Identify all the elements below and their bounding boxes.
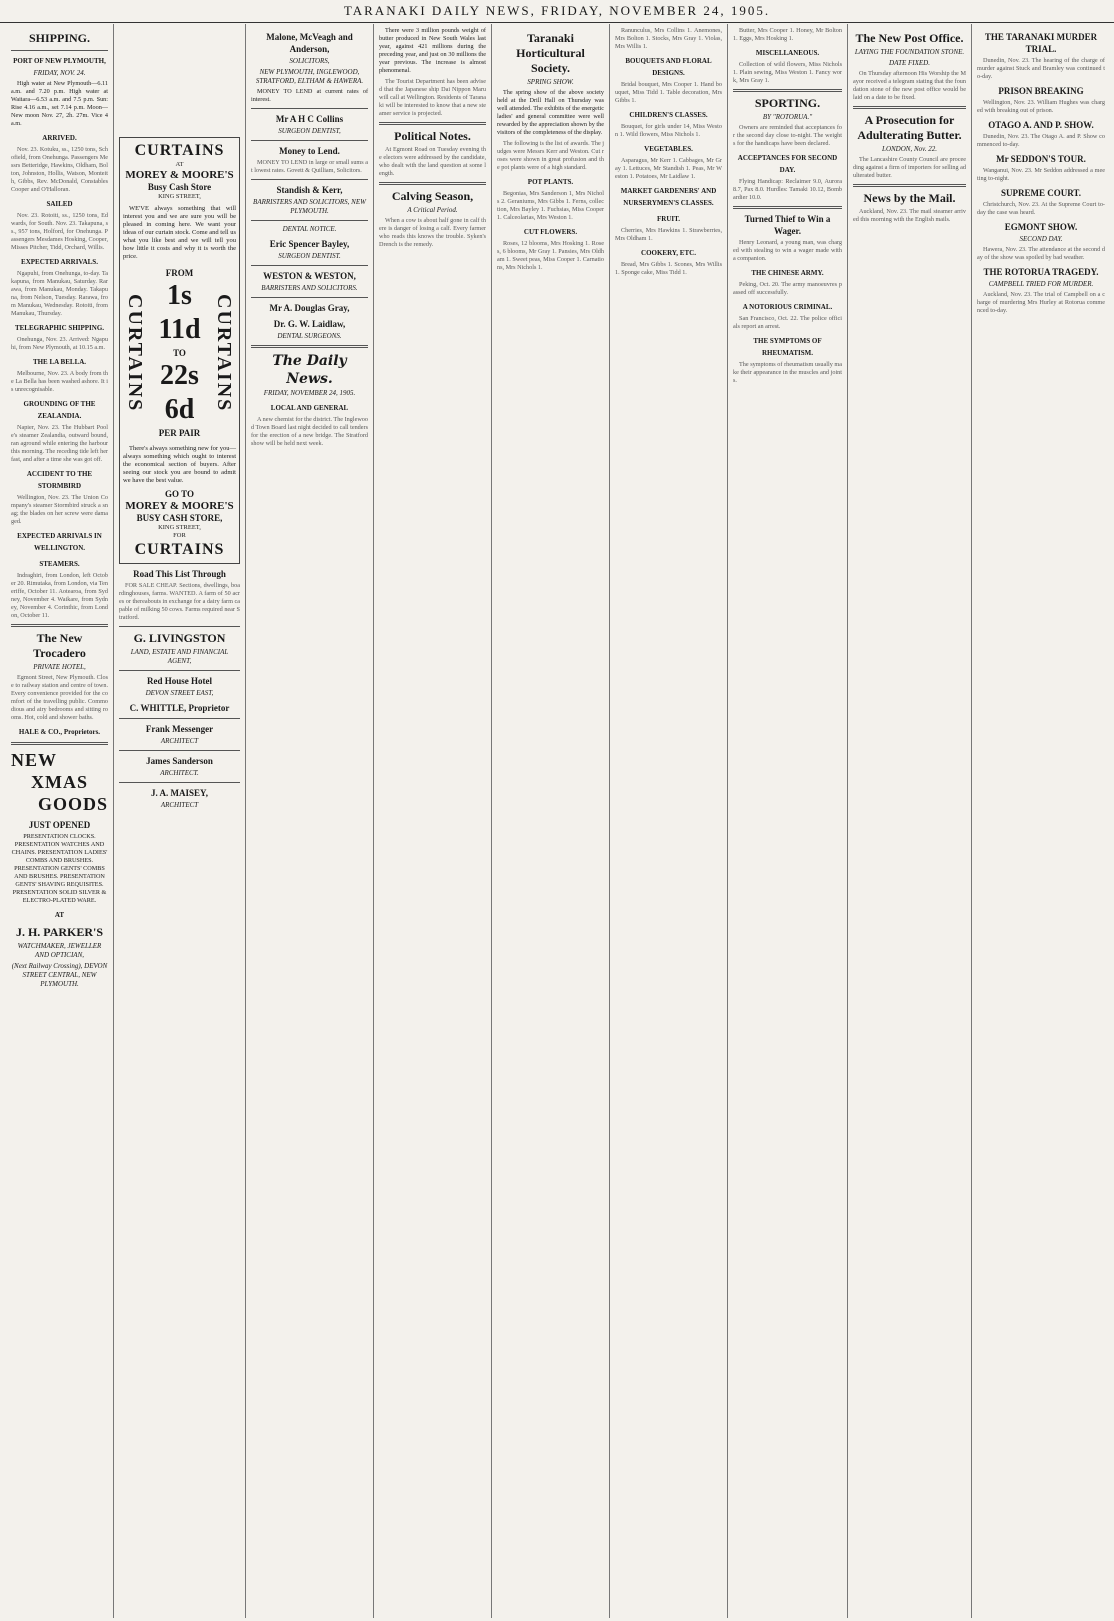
mail-text: Auckland, Nov. 23. The mail steamer arrived this morning with the English mails. (853, 208, 966, 223)
maisey-name: J. A. MAISEY, (151, 788, 208, 798)
price-center (147, 267, 212, 439)
mail-heading: News by the Mail. (863, 191, 956, 205)
rule (853, 106, 966, 109)
sailed-heading: SAILED (46, 200, 73, 208)
pot-plants-heading: POT PLANTS. (527, 178, 574, 186)
vegetables-text: Asparagus, Mr Kerr 1. Cabbages, Mr Gray 1. Lettuces, Mr Standish 1. Peas, Mr Weston 1. Potatoes, Mr Laidlaw 1. (615, 157, 722, 180)
prison-heading: PRISON BREAKING (998, 86, 1084, 96)
curtains-title-2: CURTAINS (134, 541, 225, 558)
sporting-text: Owners are reminded that acceptances for the second day close to-night. The weights for the handicaps have been declared. (733, 124, 842, 147)
butter-paragraph: There were 3 million pounds weight of butter produced in New South Wales last year, against 421 millions during the preceding year, and just on 30 millions the year previous. The increase is almost phenomenal. (379, 27, 486, 74)
rule (11, 742, 108, 745)
column-7-intro: Butter, Mrs Cooper 1. Honey, Mr Bolton 1. Eggs, Mrs Hosking 1. (733, 27, 842, 42)
vegetables-heading: VEGETABLES. (644, 145, 693, 153)
column-9 (972, 24, 1110, 1618)
prosecution-heading: A Prosecution for Adulterating Butter. (857, 113, 962, 142)
sanderson-title: ARCHITECT. (160, 769, 199, 777)
rule (11, 50, 108, 51)
curtains-title: CURTAINS (134, 142, 225, 159)
rheumatism-text: The symptoms of rheumatism usually make their appearance in the muscles and joints. (733, 361, 842, 384)
column-4-text: The Tourist Department has been advised that the Japanese ship Dai Nippon Maru will call at Wellington. Residents of Taranaki will be interested to know that a new steamer service is projected. (379, 78, 486, 117)
otago-heading: OTAGO A. AND P. SHOW. (988, 120, 1094, 130)
sporting-byline: BY "ROTORUA." (762, 113, 813, 121)
egmont-heading: EGMONT SHOW. (1004, 222, 1078, 232)
arrived-heading: ARRIVED. (42, 134, 77, 142)
cut-flowers-text: Roses, 12 blooms, Mrs Hosking 1. Roses, 6 blooms, Mr Gray 1. Pansies, Mrs Oldham 1. Sweet peas, Miss Cooper 1. Carnations, Mrs Nichols 1. (497, 240, 604, 271)
cookery-text: Bread, Mrs Gibbs 1. Scones, Mrs Willis 1. Sponge cake, Miss Tidd 1. (615, 261, 722, 276)
rule (119, 718, 240, 719)
horticultural-heading: Taranaki Horticultural Society. (516, 31, 585, 75)
money-lend-text: MONEY TO LEND in large or small sums at lowest rates. Govett & Quilliam, Solicitors. (251, 159, 368, 174)
horticultural-text: The following is the list of awards. The judges were Messrs Kerr and Weston. Cut roses were shown in great profusion and the pot plants were of a high standard. (497, 140, 604, 171)
seddon-text: Wanganui, Nov. 23. Mr Seddon addressed a meeting to-night. (977, 167, 1105, 182)
per-pair-label: PER PAIR (158, 428, 201, 438)
thief-text: Henry Leonard, a young man, was charged with stealing to win a wager made with a companion. (733, 239, 842, 262)
just-opened: JUST OPENED (28, 820, 91, 830)
trocadero-text: Egmont Street, New Plymouth. Close to railway station and centre of town. Every convenience provided for the comfort of the travelling public. Commodious and airy bedrooms and sitting rooms. Hot, cold and shower baths. (11, 674, 108, 721)
price-low: 1s 11d (158, 280, 201, 345)
cut-flowers-heading: CUT FLOWERS. (523, 228, 578, 236)
private-hotel: PRIVATE HOTEL, (33, 663, 86, 671)
rule (251, 220, 368, 221)
spring-show-label: SPRING SHOW. (527, 78, 574, 86)
bouquets-text: Bridal bouquet, Mrs Cooper 1. Hand bouquet, Miss Tidd 1. Table decoration, Mrs Gibbs 1. (615, 81, 722, 104)
prison-text: Wellington, Nov. 23. William Hughes was charged with breaking out of prison. (977, 99, 1105, 114)
supreme-court-heading: SUPREME COURT. (1000, 188, 1082, 198)
column-5 (492, 24, 610, 1618)
standish-subtitle: BARRISTERS AND SOLICITORS, NEW PLYMOUTH. (253, 198, 366, 215)
laidlaw-name: Dr. G. W. Laidlaw, (273, 319, 346, 329)
acceptances-heading: ACCEPTANCES FOR SECOND DAY. (737, 154, 838, 174)
campbell-subtitle: CAMPBELL TRIED FOR MURDER. (988, 280, 1094, 288)
political-notes-text: At Egmont Road on Tuesday evening the electors were addressed by the candidate, who dealt with the land question at some length. (379, 146, 486, 177)
xmas-word: XMAS (31, 772, 88, 792)
king-street: KING STREET, (158, 193, 201, 200)
price-high: 22s 6d (160, 360, 199, 425)
chinese-army-text: Peking, Oct. 20. The army manoeuvres passed off successfully. (733, 281, 842, 296)
collins-name: Mr A H C Collins (275, 114, 344, 124)
solicitors-label: SOLICITORS, (289, 57, 330, 65)
sporting-heading: SPORTING. (754, 96, 821, 110)
curtains-promo-text: WE'VE always something that will interest you and we are sure you will be pleased in coming here. We want your ideas of our curtain stock. Come and tell us what you like best and we will tell you how little it costs and why it is worth the price. (123, 205, 236, 260)
calving-season-heading: Calving Season, (391, 189, 474, 203)
miscellaneous-text: Collection of wild flowers, Miss Nichols 1. Plain sewing, Miss Weston 1. Fancy work, Mrs Gray 1. (733, 61, 842, 84)
date-fixed-subtitle: DATE FIXED. (889, 59, 930, 67)
political-notes-heading: Political Notes. (394, 129, 471, 143)
thief-heading: Turned Thief to Win a Wager. (744, 214, 831, 236)
calving-text: When a cow is about half gone in calf there is danger of losing a calf. Every farmer who reads this knows the trouble. Syken's Drench is the remedy. (379, 217, 486, 248)
money-lend-heading: Money to Lend. (279, 146, 340, 156)
rule (11, 624, 108, 627)
rule (733, 89, 842, 92)
laidlaw-subtitle: DENTAL SURGEONS. (277, 332, 342, 340)
rule (119, 626, 240, 627)
london-dateline: LONDON, Nov. 22. (882, 145, 937, 153)
weston-name: WESTON & WESTON, (263, 271, 356, 281)
rotorua-text: Auckland, Nov. 23. The trial of Campbell on a charge of murdering Mrs Hurley at Rotorua commenced to-day. (977, 291, 1105, 314)
rotorua-heading: THE ROTORUA TRAGEDY. (983, 267, 1099, 277)
messenger-title: ARCHITECT (160, 737, 199, 745)
king-street-2: KING STREET, (158, 524, 201, 531)
fruit-text: Cherries, Mrs Hawkins 1. Strawberries, Mrs Oldham 1. (615, 227, 722, 242)
foundation-subtitle: LAYING THE FOUNDATION STONE. (854, 48, 965, 56)
new-word: NEW (11, 750, 58, 770)
murder-trial-heading: THE TARANAKI MURDER TRIAL. (984, 32, 1098, 54)
telegraphic-heading: TELEGRAPHIC SHIPPING. (14, 324, 105, 332)
morey-moore-name: MOREY & MOORE'S (125, 169, 234, 181)
seddon-heading: Mr SEDDON'S TOUR. (996, 154, 1086, 164)
accident-heading: ACCIDENT TO THE STORMBIRD (26, 470, 93, 490)
busy-cash-store: Busy Cash Store (147, 182, 212, 192)
egmont-text: Hawera, Nov. 23. The attendance at the second day of the show was spoiled by bad weather. (977, 246, 1105, 261)
devon-street-east: DEVON STREET EAST, (145, 689, 214, 697)
gray-name: Mr A. Douglas Gray, (269, 303, 350, 313)
tides-text: High water at New Plymouth—6.11 a.m. and 7.20 p.m. High water at Waitara—6.53 a.m. and 7.5 p.m. Sun: Rise 4.16 a.m., set 7.14 p.m. Moon—New moon Nov. 27, 2h. 27m. Vice 4 a.m. (11, 80, 108, 127)
grounding-text: Napier, Nov. 23. The Hubbart Poole's steamer Zealandia, outward bound, ran aground while entering the harbour this morning. The receding tide left her fast, and after a time she was got off. (11, 424, 108, 463)
local-news-text: A new chemist for the district. The Inglewood Town Board last night decided to call tenders for the erection of a new bridge. The Stratford show will be held next week. (251, 416, 368, 447)
supreme-court-text: Christchurch, Nov. 23. At the Supreme Court to-day the case was heard. (977, 201, 1105, 216)
labella-text: Melbourne, Nov. 23. A body from the La Bella has been washed ashore. It is unrecognisable. (11, 370, 108, 393)
rheumatism-heading: THE SYMPTOMS OF RHEUMATISM. (753, 337, 822, 357)
to-label: TO (173, 348, 186, 358)
otago-text: Dunedin, Nov. 23. The Otago A. and P. Show commenced to-day. (977, 133, 1105, 148)
rule (251, 345, 368, 348)
chinese-army-heading: THE CHINESE ARMY. (751, 269, 824, 277)
red-house-hotel: Red House Hotel (147, 676, 212, 686)
morey-moore-name-2: MOREY & MOORE'S (125, 500, 234, 512)
childrens-text: Bouquet, for girls under 14, Miss Weston 1. Wild flowers, Miss Nichols 1. (615, 123, 722, 138)
road-list-text: FOR SALE CHEAP. Sections, dwellings, boardinghouses, farms. WANTED. A farm of 50 acres or thereabouts in exchange for a dairy farm capable of milking 50 cows. Farms required near Stratford. (119, 582, 240, 621)
rule (853, 184, 966, 187)
rule (251, 179, 368, 180)
acceptances-text: Flying Handicap: Reclaimer 9.0, Aurora 8.7, Pax 8.0. Hurdles: Tamaki 10.12, Bombardier 10.0. (733, 178, 842, 201)
rule (379, 182, 486, 185)
curtains-side-left: CURTAINS (124, 293, 146, 413)
parker-subtitle: WATCHMAKER, JEWELLER AND OPTICIAN, (17, 942, 102, 959)
horticultural-paragraph: The spring show of the above society held at the Drill Hall on Thursday was well attended. The exhibits of the energetic ladies' and general committee were well rewarded by the appreciation shown by the visitors of the completeness of the display. (497, 89, 604, 136)
rule (251, 108, 368, 109)
bayley-name: Eric Spencer Bayley, (269, 239, 350, 249)
hale-proprietors: HALE & CO., Proprietors. (18, 728, 101, 736)
standish-name: Standish & Kerr, (276, 185, 343, 195)
for-label: FOR (173, 532, 186, 539)
fruit-heading: FRUIT. (656, 215, 680, 223)
column-6 (610, 24, 728, 1618)
local-general-heading: LOCAL AND GENERAL (270, 404, 349, 412)
column-6-intro: Ranunculus, Mrs Collins 1. Anemones, Mrs Bolton 1. Stocks, Mrs Gray 1. Violas, Mrs Willis 1. (615, 27, 722, 50)
rule (251, 140, 368, 141)
curtains-advertisement (119, 137, 240, 564)
newspaper-columns (6, 24, 1110, 1618)
livingston-name: G. LIVINGSTON (133, 631, 226, 645)
accident-text: Wellington, Nov. 23. The Union Company's steamer Stormbird struck a snag; the blades on her screw were damaged. (11, 494, 108, 525)
second-day-label: SECOND DAY. (1019, 235, 1063, 243)
at-label: AT (175, 161, 184, 168)
livingston-subtitle: LAND, ESTATE AND FINANCIAL AGENT, (130, 648, 229, 665)
cookery-heading: COOKERY, ETC. (641, 249, 696, 257)
rule (733, 206, 842, 209)
expected-heading: EXPECTED ARRIVALS. (21, 258, 98, 266)
post-office-text: On Thursday afternoon His Worship the Mayor received a telegram stating that the foundation stone of the new post office would be laid on a date to be fixed. (853, 70, 966, 101)
maisey-title: ARCHITECT (160, 801, 199, 809)
port-heading: PORT OF NEW PLYMOUTH, (13, 57, 106, 65)
messenger-name: Frank Messenger (145, 724, 214, 734)
port-date: FRIDAY, NOV. 24. (33, 69, 86, 77)
market-heading: MARKET GARDENERS' AND NURSERYMEN'S CLASSES. (620, 187, 717, 207)
column-2 (114, 24, 246, 1618)
rule (251, 297, 368, 298)
money-current-text: MONEY TO LEND at current rates of interest. (251, 88, 368, 103)
column-3 (246, 24, 374, 1618)
theres-text: There's always something new for you—always something which ought to interest the economical section of buyers. After seeing our stock you are bound to admit we have the best value. (123, 445, 236, 484)
miscellaneous-heading: MISCELLANEOUS. (755, 49, 820, 57)
rule (119, 670, 240, 671)
childrens-heading: CHILDREN'S CLASSES. (629, 111, 708, 119)
steamers-heading: STEAMERS. (39, 560, 80, 568)
pot-plants-text: Begonias, Mrs Sanderson 1, Mrs Nichols 2. Geraniums, Mrs Gibbs 1. Ferns, collection, Mrs Bayley 1. Fuchsias, Miss Cooper 1. Calceolarias, Mrs Weston 1. (497, 190, 604, 221)
column-8 (848, 24, 972, 1618)
price-block (123, 267, 236, 439)
collins-subtitle: SURGEON DENTIST, (278, 127, 341, 135)
column-1 (6, 24, 114, 1618)
grounding-heading: GROUNDING OF THE ZEALANDIA. (23, 400, 96, 420)
trocadero-heading: The New Trocadero (33, 631, 86, 660)
road-list-heading: Road This List Through (133, 569, 226, 579)
telegraphic-text: Onehunga, Nov. 23. Arrived: Ngapuhi, from New Plymouth, at 10.15 a.m. (11, 336, 108, 351)
goods-word: GOODS (37, 794, 108, 814)
curtains-side-right: CURTAINS (213, 293, 235, 413)
calving-subtitle: A Critical Period. (407, 206, 458, 214)
from-label: FROM (165, 268, 194, 278)
dental-notice: DENTAL NOTICE. (282, 225, 337, 233)
busy-cash-store-2: BUSY CASH STORE, (136, 513, 223, 523)
parker-name: J. H. PARKER'S (15, 925, 104, 939)
whittle-proprietor: C. WHITTLE, Proprietor (129, 703, 230, 713)
steamers-text: Indraghiri, from London, left October 20. Rimutaka, from London, via Teneriffe, October 11. Aotearoa, from Sydney, November 4. Waikare, from Sydney, November 4. Corinthic, from London, October 11. (11, 572, 108, 619)
expected-wellington-heading: EXPECTED ARRIVALS IN WELLINGTON. (17, 532, 102, 552)
go-to-label: GO TO (165, 489, 194, 499)
malone-name: Malone, McVeagh and Anderson, (266, 32, 353, 54)
rule (379, 122, 486, 125)
arrived-text: Nov. 23. Kotuku, ss., 1250 tons, Schofield, from Onehunga. Passengers Messrs Betteridge, Hawkins, Oldham, Bolton, Johnston, Hollis, Watson, Monteith, Gibbs, Rev. McDonald, Constables Cooper and O'Halloran. (11, 146, 108, 193)
criminal-heading: A NOTORIOUS CRIMINAL. (742, 303, 833, 311)
sailed-text: Nov. 23. Rotoiti, ss., 1250 tons, Edwards, for South. Nov. 23. Takapuna, ss., 957 tons, Holford, for Onehunga. Passengers Mesdames Hosking, Cooper, Misses Pitcher, Tidd, Orchard, Willis. (11, 212, 108, 251)
daily-news-date: FRIDAY, NOVEMBER 24, 1905. (263, 389, 356, 397)
prosecution-text: The Lancashire County Council are proceeding against a firm of importers for selling adulterated butter. (853, 156, 966, 179)
daily-news-title: The Daily News. (272, 353, 347, 387)
at-label: AT (54, 911, 65, 919)
column-4 (374, 24, 492, 1618)
shipping-heading: SHIPPING. (28, 31, 90, 45)
column-7 (728, 24, 848, 1618)
parker-address: (Next Railway Crossing), DEVON STREET CENTRAL, NEW PLYMOUTH. (11, 962, 108, 988)
bayley-subtitle: SURGEON DENTIST. (278, 252, 341, 260)
murder-trial-text: Dunedin, Nov. 23. The hearing of the charge of murder against Stuck and Bramley was continued to-day. (977, 57, 1105, 80)
masthead: TARANAKI DAILY NEWS, FRIDAY, NOVEMBER 24, 1905. (0, 0, 1114, 23)
labella-heading: THE LA BELLA. (32, 358, 87, 366)
weston-subtitle: BARRISTERS AND SOLICITORS. (261, 284, 358, 292)
expected-text: Ngapuhi, from Onehunga, to-day. Takapuna, from Manukau, Saturday. Rarawa, from Manukau, Monday. Takapuna, from Nelson, Tuesday. Rarawa, from Manukau, Wednesday. Rotoiti, from Manukau, Thursday. (11, 270, 108, 317)
sanderson-name: James Sanderson (146, 756, 213, 766)
bouquets-heading: BOUQUETS AND FLORAL DESIGNS. (625, 57, 712, 77)
criminal-text: San Francisco, Oct. 22. The police officials report an arrest. (733, 315, 842, 330)
post-office-heading: The New Post Office. (855, 31, 964, 45)
rule (251, 265, 368, 266)
towns-list: NEW PLYMOUTH, INGLEWOOD, STRATFORD, ELTHAM & HAWERA. (255, 68, 364, 85)
presentation-list: PRESENTATION CLOCKS. PRESENTATION WATCHES AND CHAINS. PRESENTATION LADIES' COMBS AND BRUSHES. PRESENTATION GENTS' COMBS AND BRUSHES. PRESENTATION GENTS' SHAVING REQUISITES. PRESENTATION SOLID SILVER & ELECTRO-PLATED WARE. (11, 833, 108, 904)
rule (119, 782, 240, 783)
rule (119, 750, 240, 751)
